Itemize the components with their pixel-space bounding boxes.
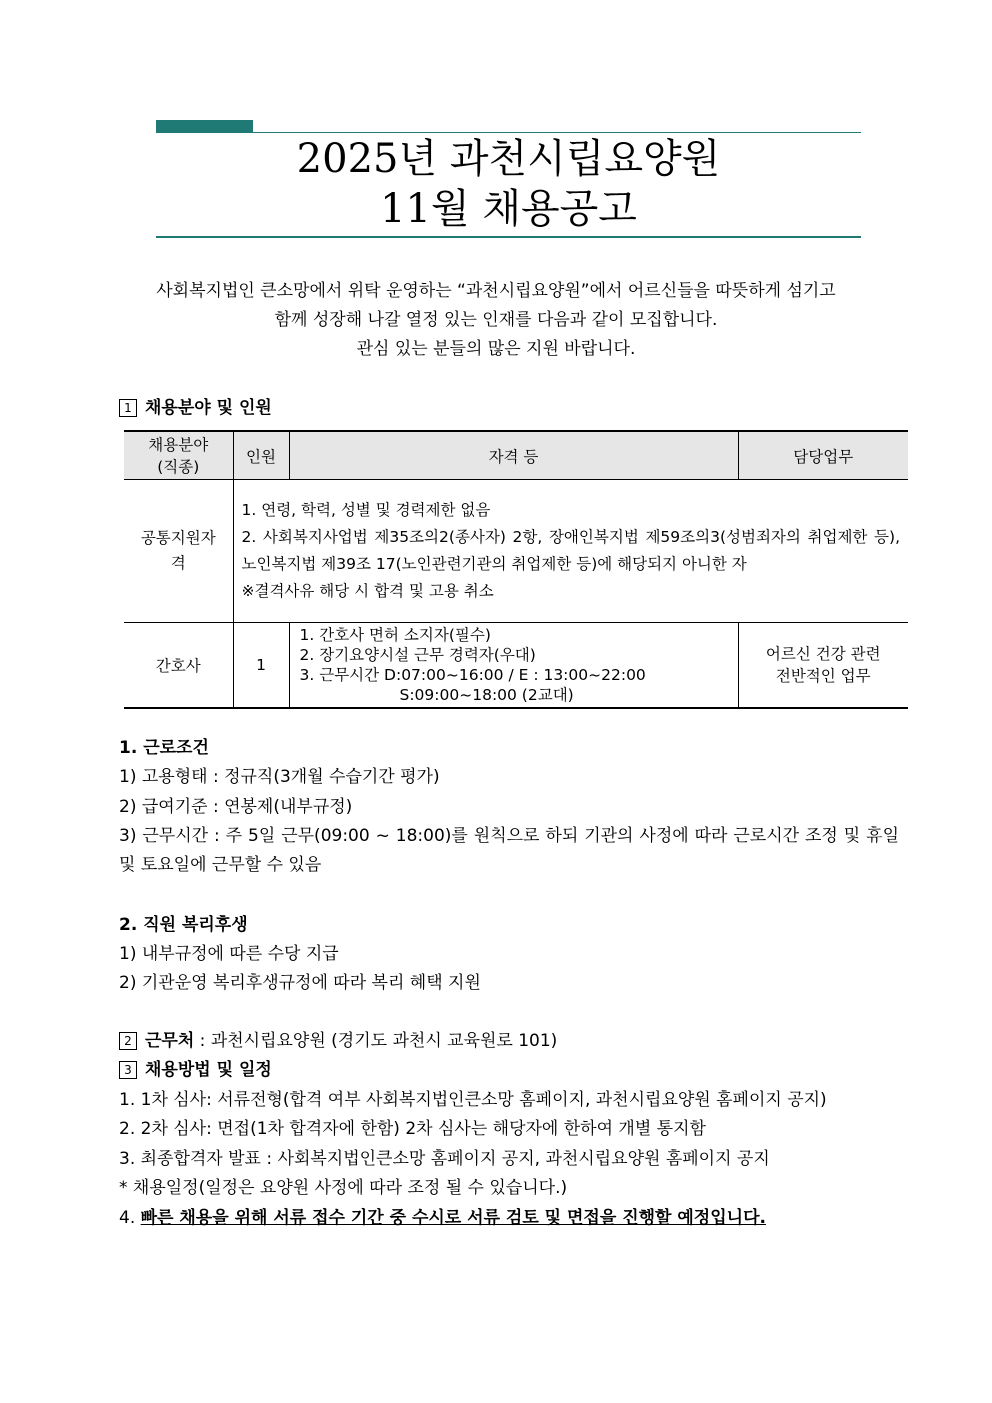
nurse-duty-cell (738, 623, 908, 709)
section-1-number: 1 (119, 399, 137, 417)
page-title (156, 134, 861, 234)
welfare-heading: 2. 직원 복리후생 (119, 915, 248, 935)
title-bottom-rule (156, 236, 861, 238)
common-line-2: 2. 사회복지사업법 제35조의2(종사자) 2항, 장애인복지법 제59조의3(성범죄자의 취업제한 등), 노인복지법 제39조 17(노인관련기관의 취업제한 등)에 해당되지 아니한 자 (241, 528, 900, 573)
title-accent-bar (156, 120, 253, 133)
process-item-4-number: 4. (119, 1208, 141, 1228)
table-row-nurse (124, 623, 908, 709)
process-item-1: 1. 1차 심사: 서류전형(합격 여부 사회복지법인큰소망 홈페이지, 과천시립요양원 홈페이지 공지) (119, 1090, 827, 1110)
header-duty: 담당업무 (738, 431, 908, 480)
nurse-q4: S:09:00~18:00 (2교대) (399, 686, 574, 704)
section-1-title: 채용분야 및 인원 (145, 398, 272, 418)
header-field: 채용분야 (직종) (124, 431, 233, 480)
process-schedule-note: * 채용일정(일정은 요양원 사정에 따라 조정 될 수 있습니다.) (119, 1178, 568, 1198)
section-1-heading (119, 396, 272, 420)
common-line-1: 1. 연령, 학력, 성별 및 경력제한 없음 (241, 501, 491, 519)
title-line-2: 11월 채용공고 (380, 186, 637, 232)
nurse-field: 간호사 (124, 623, 233, 709)
nurse-q1: 1. 간호사 면허 소지자(필수) (299, 626, 491, 644)
welfare-item-2: 2) 기관운영 복리후생규정에 따라 복리 혜택 지원 (119, 973, 481, 993)
section-3-number: 3 (119, 1061, 137, 1079)
intro-line-2: 함께 성장해 나갈 열정 있는 인재를 다음과 같이 모집합니다. (274, 310, 718, 330)
table-row-common (124, 480, 908, 623)
header-qualification: 자격 등 (289, 431, 738, 480)
header-count: 인원 (233, 431, 289, 480)
nurse-qualification-cell (289, 623, 738, 709)
section-3-heading (119, 1058, 272, 1082)
work-item-1: 1) 고용형태 : 정규직(3개월 수습기간 평가) (119, 767, 440, 787)
process-item-2: 2. 2차 심사: 면접(1차 합격자에 한함) 2차 심사는 해당자에 한하여 개별 통지함 (119, 1119, 706, 1139)
welfare-item-1: 1) 내부규정에 따른 수당 지급 (119, 944, 339, 964)
nurse-q2: 2. 장기요양시설 근무 경력자(우대) (299, 646, 536, 664)
nurse-q3: 3. 근무시간 D:07:00~16:00 / E : 13:00~22:00 (299, 666, 646, 684)
process-item-3: 3. 최종합격자 발표 : 사회복지법인큰소망 홈페이지 공지, 과천시립요양원 홈페이지 공지 (119, 1149, 770, 1169)
section-2-heading (119, 1029, 557, 1053)
intro-paragraph (100, 277, 892, 364)
work-item-3: 3) 근무시간 : 주 5일 근무(09:00 ~ 18:00)를 원칙으로 하되 기관의 사정에 따라 근로시간 조정 및 휴일 및 토요일에 근무할 수 있음 (119, 826, 899, 875)
nurse-count: 1 (233, 623, 289, 709)
common-label: 공통지원자격 (140, 529, 216, 572)
recruit-table (124, 430, 908, 709)
work-conditions-heading: 1. 근로조건 (119, 738, 209, 758)
intro-line-1: 사회복지법인 큰소망에서 위탁 운영하는 “과천시립요양원”에서 어르신들을 따뜻하게 섬기고 (156, 281, 836, 301)
section-3-title: 채용방법 및 일정 (145, 1060, 272, 1080)
process-item-4 (119, 1204, 899, 1233)
title-top-rule (253, 132, 861, 133)
nurse-duty: 어르신 건강 관련 전반적인 업무 (765, 645, 881, 685)
section-2-number: 2 (119, 1032, 137, 1050)
section-2-title: 근무처 (145, 1031, 195, 1051)
process-item-4-text: 빠른 채용을 위해 서류 접수 기간 중 수시로 서류 검토 및 면접을 진행할 예정입니다. (140, 1208, 766, 1228)
work-item-2: 2) 급여기준 : 연봉제(내부규정) (119, 797, 353, 817)
workplace-address: : 과천시립요양원 (경기도 과천시 교육원로 101) (194, 1031, 558, 1051)
intro-line-3: 관심 있는 분들의 많은 지원 바랍니다. (356, 339, 636, 359)
title-line-1: 2025년 과천시립요양원 (296, 136, 721, 182)
table-header-row (124, 431, 908, 480)
common-label-cell (124, 480, 233, 623)
common-qualification-cell (233, 480, 908, 623)
common-line-3: ※결격사유 해당 시 합격 및 고용 취소 (241, 582, 494, 600)
